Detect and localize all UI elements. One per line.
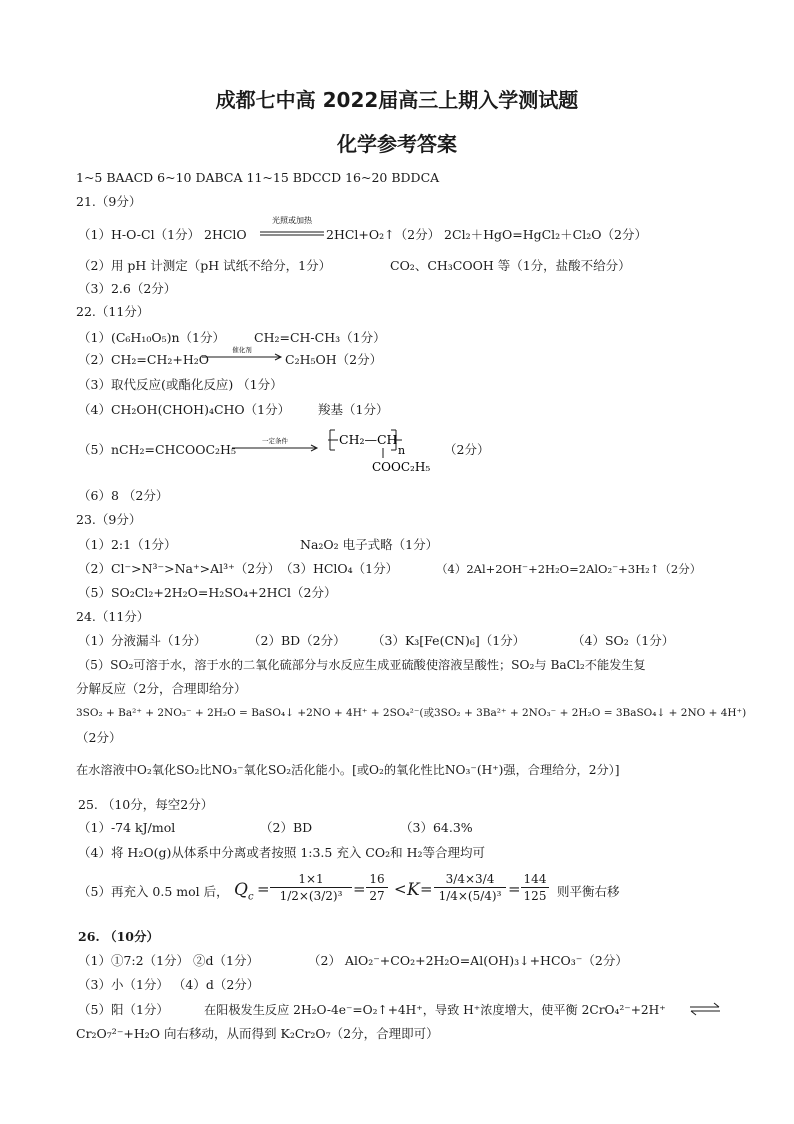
q22-line5-a: （5）nCH₂=CHCOOC₂H₅ <box>78 442 236 457</box>
q26-line3-b: 在阳极发生反应 2H₂O-4e⁻=O₂↑+4H⁺，导致 H⁺浓度增大，使平衡 2CrO₄²⁻+2H⁺ <box>204 1003 666 1017</box>
q21-line1-b: 2HCl+O₂↑（2分） 2Cl₂＋HgO=HgCl₂＋Cl₂O（2分） <box>326 227 647 242</box>
q22-line4-a: （4）CH₂OH(CHOH)₄CHO（1分） <box>78 402 291 417</box>
q24-line1-a: （1）分液漏斗（1分） <box>78 633 207 648</box>
q25-line1-a: （1）-74 kJ/mol <box>78 820 176 835</box>
q26-heading: 26. （10分） <box>78 929 159 944</box>
reaction-condition: 催化剂 <box>232 346 252 354</box>
q22-line1-b: CH₂=CH-CH₃（1分） <box>254 330 386 345</box>
q24-line3: 分解反应（2分，合理即给分） <box>76 681 247 696</box>
q21-line3: （3）2.6（2分） <box>78 281 177 296</box>
qc-value-numerator: 16 <box>369 872 385 886</box>
q21-line2-b: CO₂、CH₃COOH 等（1分，盐酸不给分） <box>390 258 631 273</box>
q24-line1-d: （4）SO₂（1分） <box>572 633 675 648</box>
q23-line2-a: （2）Cl⁻>N³⁻>Na⁺>Al³⁺（2分） <box>78 561 281 576</box>
q22-line5-score: （2分） <box>444 442 490 457</box>
q23-line1-a: （1）2:1（1分） <box>78 537 177 552</box>
q24-line1-b: （2）BD（2分） <box>248 633 346 648</box>
k-value-numerator: 144 <box>523 872 547 886</box>
q22-line6: （6）8 （2分） <box>78 488 169 503</box>
q24-line5: （2分） <box>76 730 122 745</box>
q22-line2-b: C₂H₅OH（2分） <box>285 352 383 367</box>
q24-line1-c: （3）K₃[Fe(CN)₆]（1分） <box>372 633 526 648</box>
qc-numerator: 1×1 <box>298 872 324 886</box>
k-fraction <box>434 872 506 903</box>
k-symbol: K <box>407 880 420 900</box>
q22-heading: 22.（11分） <box>76 304 150 319</box>
q23-line2-b: （3）HClO₄（1分） <box>280 561 399 576</box>
qc-denominator: 1/2×(3/2)³ <box>279 889 343 903</box>
k-value-denominator: 125 <box>523 889 547 903</box>
q22-line3: （3）取代反应(或酯化反应) （1分） <box>78 377 283 392</box>
polymer-side-group: COOC₂H₅ <box>372 460 431 474</box>
q23-heading: 23.（9分） <box>76 512 142 527</box>
q24-heading: 24.（11分） <box>76 609 150 624</box>
q23-line3: （5）SO₂Cl₂+2H₂O=H₂SO₄+2HCl（2分） <box>78 585 337 600</box>
page-subtitle: 化学参考答案 <box>337 132 457 156</box>
less-than-sign: < <box>394 880 407 898</box>
q23-line1-b: Na₂O₂ 电子式略（1分） <box>300 537 439 552</box>
q24-line2: （5）SO₂可溶于水，溶于水的二氧化硫部分与水反应生成亚硫酸使溶液呈酸性；SO₂与 BaCl₂不能发生复 <box>78 658 646 672</box>
polymer-structure <box>322 426 462 476</box>
q26-line4: Cr₂O₇²⁻+H₂O 向右移动，从而得到 K₂Cr₂O₇（2分，合理即可） <box>76 1026 439 1041</box>
q21-heading: 21.（9分） <box>76 194 142 209</box>
qc-fraction <box>270 872 352 903</box>
q26-line1-a: （1）①7:2（1分） ②d（1分） <box>78 953 259 968</box>
qc-value-fraction <box>366 872 388 903</box>
equal-arrow-icon <box>258 215 326 243</box>
equilibrium-arrow-icon <box>688 1000 722 1018</box>
q24-line4: 3SO₂ + Ba²⁺ + 2NO₃⁻ + 2H₂O = BaSO₄↓ +2NO + 4H⁺ + 2SO₄²⁻(或3SO₂ + 3Ba²⁺ + 2NO₃⁻ + 2H₂O = 3BaSO₄↓ + 2NO + 4H⁺) <box>76 707 747 719</box>
k-denominator: 1/4×(5/4)³ <box>438 889 502 903</box>
reaction-arrow-icon <box>200 345 284 365</box>
polymer-degree: n <box>398 444 406 457</box>
q25-line1-b: （2）BD <box>260 820 313 835</box>
qc-symbol: $Q_c$ <box>234 880 254 903</box>
q21-line1-a: （1）H-O-Cl（1分） 2HClO <box>78 227 247 242</box>
q21-line2-a: （2）用 pH 计测定（pH 试纸不给分，1分） <box>78 258 332 273</box>
qc-value-denominator: 27 <box>369 889 385 903</box>
reaction-condition: 光照或加热 <box>272 216 312 225</box>
q24-line6: 在水溶液中O₂氧化SO₂比NO₃⁻氧化SO₂活化能小。[或O₂的氧化性比NO₃⁻(H⁺)强，合理给分，2分）] <box>76 763 620 777</box>
k-value-fraction <box>521 872 549 903</box>
q22-line2-a: （2）CH₂=CH₂+H₂O <box>78 352 210 367</box>
q22-line1-a: （1）(C₆H₁₀O₅)n（1分） <box>78 330 225 345</box>
reaction-arrow-icon <box>230 436 320 456</box>
q26-line3-a: （5）阳（1分） <box>78 1002 169 1017</box>
q26-line1-b: （2） AlO₂⁻+CO₂+2H₂O=Al(OH)₃↓+HCO₃⁻（2分） <box>308 953 628 968</box>
page-title: 成都七中高 2022届高三上期入学测试题 <box>215 88 579 112</box>
reaction-condition: 一定条件 <box>262 437 288 445</box>
mc-answers: 1~5 BAACD 6~10 DABCA 11~15 BDCCD 16~20 BDDCA <box>76 170 440 185</box>
equals-sign-3: = <box>420 880 433 898</box>
q25-line3-b: 则平衡右移 <box>557 884 620 899</box>
polymer-backbone: CH₂—CH <box>339 432 398 447</box>
equals-sign-1: = <box>257 880 270 898</box>
k-numerator: 3/4×3/4 <box>445 872 495 886</box>
equals-sign-2: = <box>353 880 366 898</box>
q25-line1-c: （3）64.3% <box>400 820 473 835</box>
q25-heading: 25. （10分，每空2分） <box>78 797 214 812</box>
q25-line2: （4）将 H₂O(g)从体系中分离或者按照 1:3.5 充入 CO₂和 H₂等合理均可 <box>78 845 486 860</box>
q22-line4-b: 羧基（1分） <box>318 402 389 417</box>
q23-line2-c: （4）2Al+2OH⁻+2H₂O=2AlO₂⁻+3H₂↑（2分） <box>436 562 702 576</box>
equals-sign-4: = <box>508 880 521 898</box>
q25-line3-a: （5）再充入 0.5 mol 后， <box>78 884 229 899</box>
q26-line2: （3）小（1分） （4）d（2分） <box>78 977 260 992</box>
